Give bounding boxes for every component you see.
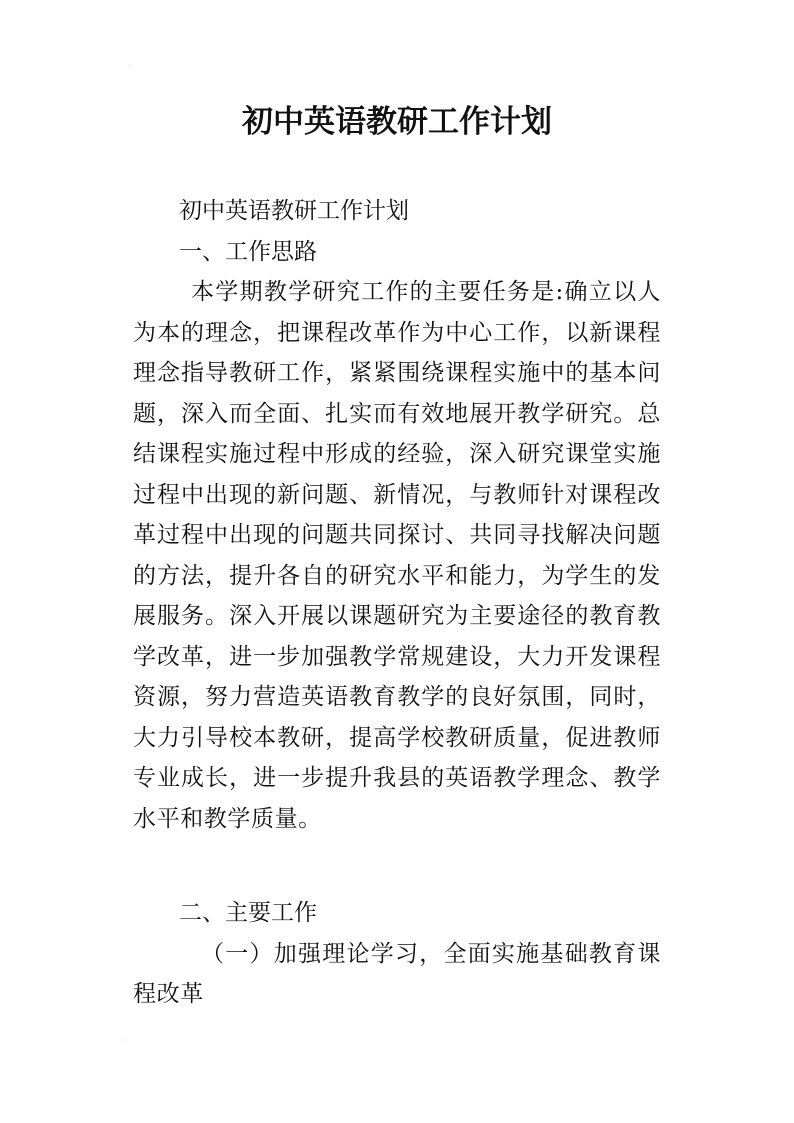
paragraph-gap xyxy=(133,839,661,893)
document-title: 初中英语教研工作计划 xyxy=(242,104,552,140)
subsection-heading-theory-study: （一）加强理论学习，全面实施基础教育课程改革 xyxy=(133,940,661,1007)
scan-speck: · xyxy=(124,1036,127,1045)
document-body xyxy=(133,191,661,1015)
section-paragraph-work-ideas: 本学期教学研究工作的主要任务是:确立以人为本的理念，把课程改革作为中心工作，以新课程理念指导教研工作，紧紧围绕课程实施中的基本问题，深入而全面、扎实而有效地展开教学研究。总结课程实施过程中形成的经验，深入研究课堂实施过程中出现的新问题、新情况，与教师针对课程改革过程中出现的问题共同探讨、共同寻找解决问题的方法，提升各自的研究水平和能力，为学生的发展服务。深入开展以课题研究为主要途径的教育教学改革，进一步加强教学常规建设，大力开发课程资源，努力营造英语教育教学的良好氛围，同时，大力引导校本教研，提高学校教研质量，促进教师专业成长，进一步提升我县的英语教学理念、教学水平和教学质量。 xyxy=(133,279,661,832)
section-heading-work-ideas: 一、工作思路 xyxy=(179,238,317,265)
scan-speck: · xyxy=(128,62,131,71)
section-heading-main-work: 二、主要工作 xyxy=(179,900,317,926)
document-subtitle: 初中英语教研工作计划 xyxy=(179,198,409,224)
